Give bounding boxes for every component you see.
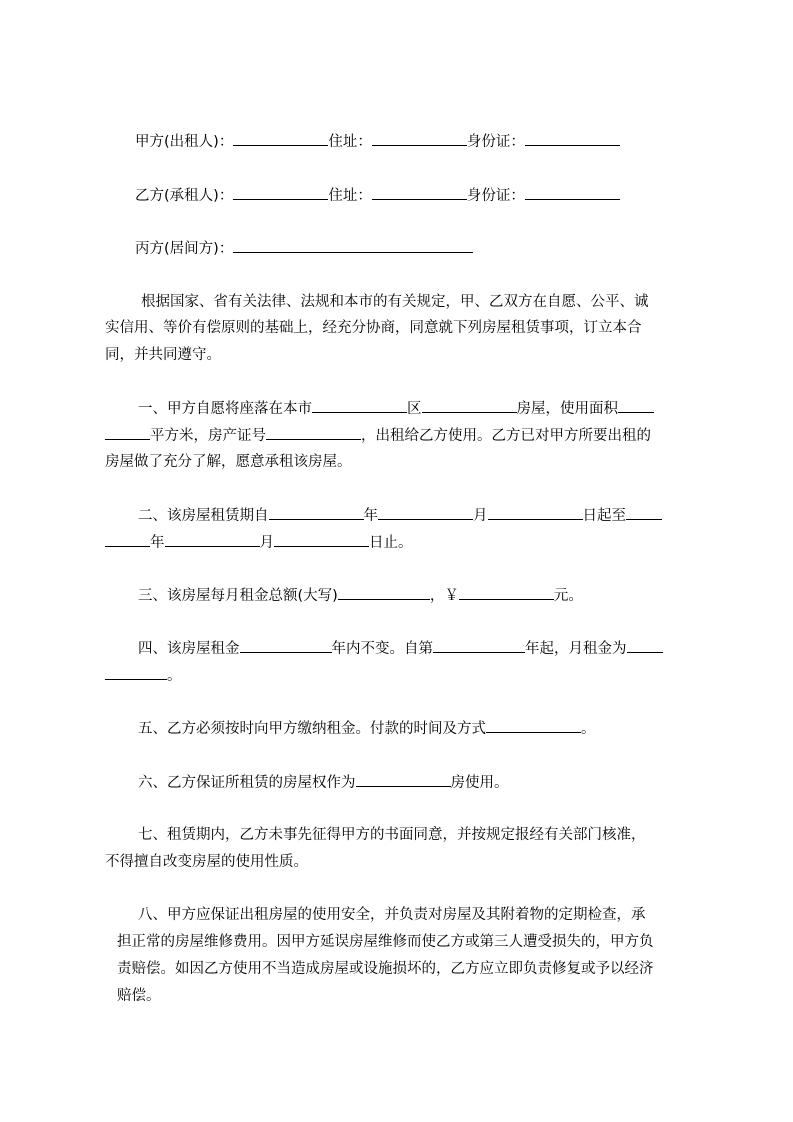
party-a-label: 甲方(出租人)： — [135, 134, 234, 150]
clause-2-end-label: 日止。 — [369, 535, 413, 551]
clause-1-city-blank[interactable] — [312, 398, 407, 413]
clause-4-line-2 — [105, 665, 705, 686]
clause-3-yuan-symbol: ，￥ — [429, 588, 459, 604]
party-b-id-blank[interactable] — [525, 185, 620, 200]
clause-8-line-3: 责赔偿。如因乙方使用不当造成房屋或设施损坏的，乙方应立即负责修复或予以经济 — [117, 961, 654, 977]
clause-1-district-blank[interactable] — [422, 398, 517, 413]
party-b-address-label: 住址： — [328, 188, 372, 204]
clause-4-rent-blank-b[interactable] — [105, 665, 167, 680]
party-a-name-blank[interactable] — [233, 131, 328, 146]
clause-8-line-2: 担正常的房屋维修费用。因甲方延误房屋维修而使乙方或第三人遭受损失的，甲方负 — [117, 934, 654, 950]
clause-2-start-month-blank[interactable] — [378, 505, 473, 520]
party-c-name-blank[interactable] — [233, 238, 473, 253]
clause-2-day-label: 日起至 — [582, 508, 626, 524]
clause-1-area-blank-b[interactable] — [105, 425, 150, 440]
clause-2-end-day-blank[interactable] — [274, 532, 369, 547]
clause-4-years-blank[interactable] — [240, 638, 332, 653]
party-b-address-blank[interactable] — [372, 185, 467, 200]
clause-1-line-1 — [138, 398, 738, 419]
party-b-name-blank[interactable] — [233, 185, 328, 200]
clause-2-end-year-label: 年 — [150, 535, 165, 551]
clause-2-year-label: 年 — [363, 508, 378, 524]
clause-4-text-3: 年起，月租金为 — [525, 641, 627, 657]
party-a-id-blank[interactable] — [525, 131, 620, 146]
clause-2-text: 二、该房屋租赁期自 — [138, 508, 269, 524]
clause-4-start-year-blank[interactable] — [433, 638, 525, 653]
clause-1-district-label: 区 — [407, 401, 422, 417]
clause-6-end: 房使用。 — [450, 775, 509, 791]
clause-2-end-month-label: 月 — [259, 535, 274, 551]
clause-5-end: 。 — [581, 721, 596, 737]
party-b-id-label: 身份证： — [466, 188, 525, 204]
party-a-address-blank[interactable] — [372, 131, 467, 146]
party-a-line — [135, 131, 735, 152]
preamble-line-1: 根据国家、省有关法律、法规和本市的有关规定，甲、乙双方在自愿、公平、诚 — [141, 294, 649, 310]
clause-3-unit: 元。 — [553, 588, 583, 604]
clause-2-end-month-blank[interactable] — [165, 532, 260, 547]
party-c-label: 丙方(居间方)： — [135, 241, 234, 257]
clause-4-text-2: 年内不变。自第 — [331, 641, 433, 657]
party-a-address-label: 住址： — [328, 134, 372, 150]
clause-4-rent-blank-a[interactable] — [627, 638, 663, 653]
clause-3-text: 三、该房屋每月租金总额(大写) — [138, 588, 338, 604]
clause-2-end-year-blank-b[interactable] — [105, 532, 150, 547]
clause-1-cert-label: 平方米，房产证号 — [150, 428, 266, 444]
clause-2-start-year-blank[interactable] — [269, 505, 364, 520]
clause-1-line-3: 房屋做了充分了解，愿意承租该房屋。 — [105, 454, 352, 470]
clause-1-area-label: 房屋，使用面积 — [516, 401, 618, 417]
clause-1-area-blank-a[interactable] — [618, 398, 654, 413]
party-b-label: 乙方(承租人)： — [135, 188, 234, 204]
clause-3-amount-words-blank[interactable] — [338, 585, 430, 600]
preamble-line-2: 实信用、等价有偿原则的基础上，经充分协商，同意就下列房屋租赁事项，订立本合 — [105, 320, 642, 336]
clause-4-text: 四、该房屋租金 — [138, 641, 240, 657]
clause-1-text-2: ，出租给乙方使用。乙方已对甲方所要出租的 — [361, 428, 651, 444]
party-b-line — [135, 185, 735, 206]
clause-3-line — [138, 585, 738, 606]
clause-4-line-1 — [138, 638, 738, 659]
clause-6-text: 六、乙方保证所租赁的房屋权作为 — [138, 775, 356, 791]
clause-2-end-year-blank-a[interactable] — [626, 505, 662, 520]
clause-7-line-1: 七、租赁期内，乙方未事先征得甲方的书面同意，并按规定报经有关部门核准， — [138, 827, 646, 843]
clause-1-line-2 — [105, 425, 705, 446]
clause-8-line-4: 赔偿。 — [117, 988, 161, 1004]
clause-6-line — [138, 772, 738, 793]
clause-8-line-1: 八、甲方应保证出租房屋的使用安全，并负责对房屋及其附着物的定期检查，承 — [138, 907, 646, 923]
preamble-line-3: 同，并共同遵守。 — [105, 347, 221, 363]
clause-4-end: 。 — [167, 668, 182, 684]
clause-6-usage-blank[interactable] — [356, 772, 451, 787]
party-c-line — [135, 238, 735, 259]
clause-3-amount-blank[interactable] — [459, 585, 554, 600]
clause-2-start-day-blank[interactable] — [488, 505, 583, 520]
clause-5-payment-blank[interactable] — [486, 718, 581, 733]
clause-1-cert-blank[interactable] — [266, 425, 361, 440]
party-a-id-label: 身份证： — [466, 134, 525, 150]
clause-7-line-2: 不得擅自改变房屋的使用性质。 — [105, 854, 308, 870]
clause-1-text: 一、甲方自愿将座落在本市 — [138, 401, 312, 417]
clause-2-line-2 — [105, 532, 705, 553]
clause-5-text: 五、乙方必须按时向甲方缴纳租金。付款的时间及方式 — [138, 721, 486, 737]
clause-2-month-label: 月 — [473, 508, 488, 524]
clause-2-line-1 — [138, 505, 738, 526]
clause-5-line — [138, 718, 738, 739]
